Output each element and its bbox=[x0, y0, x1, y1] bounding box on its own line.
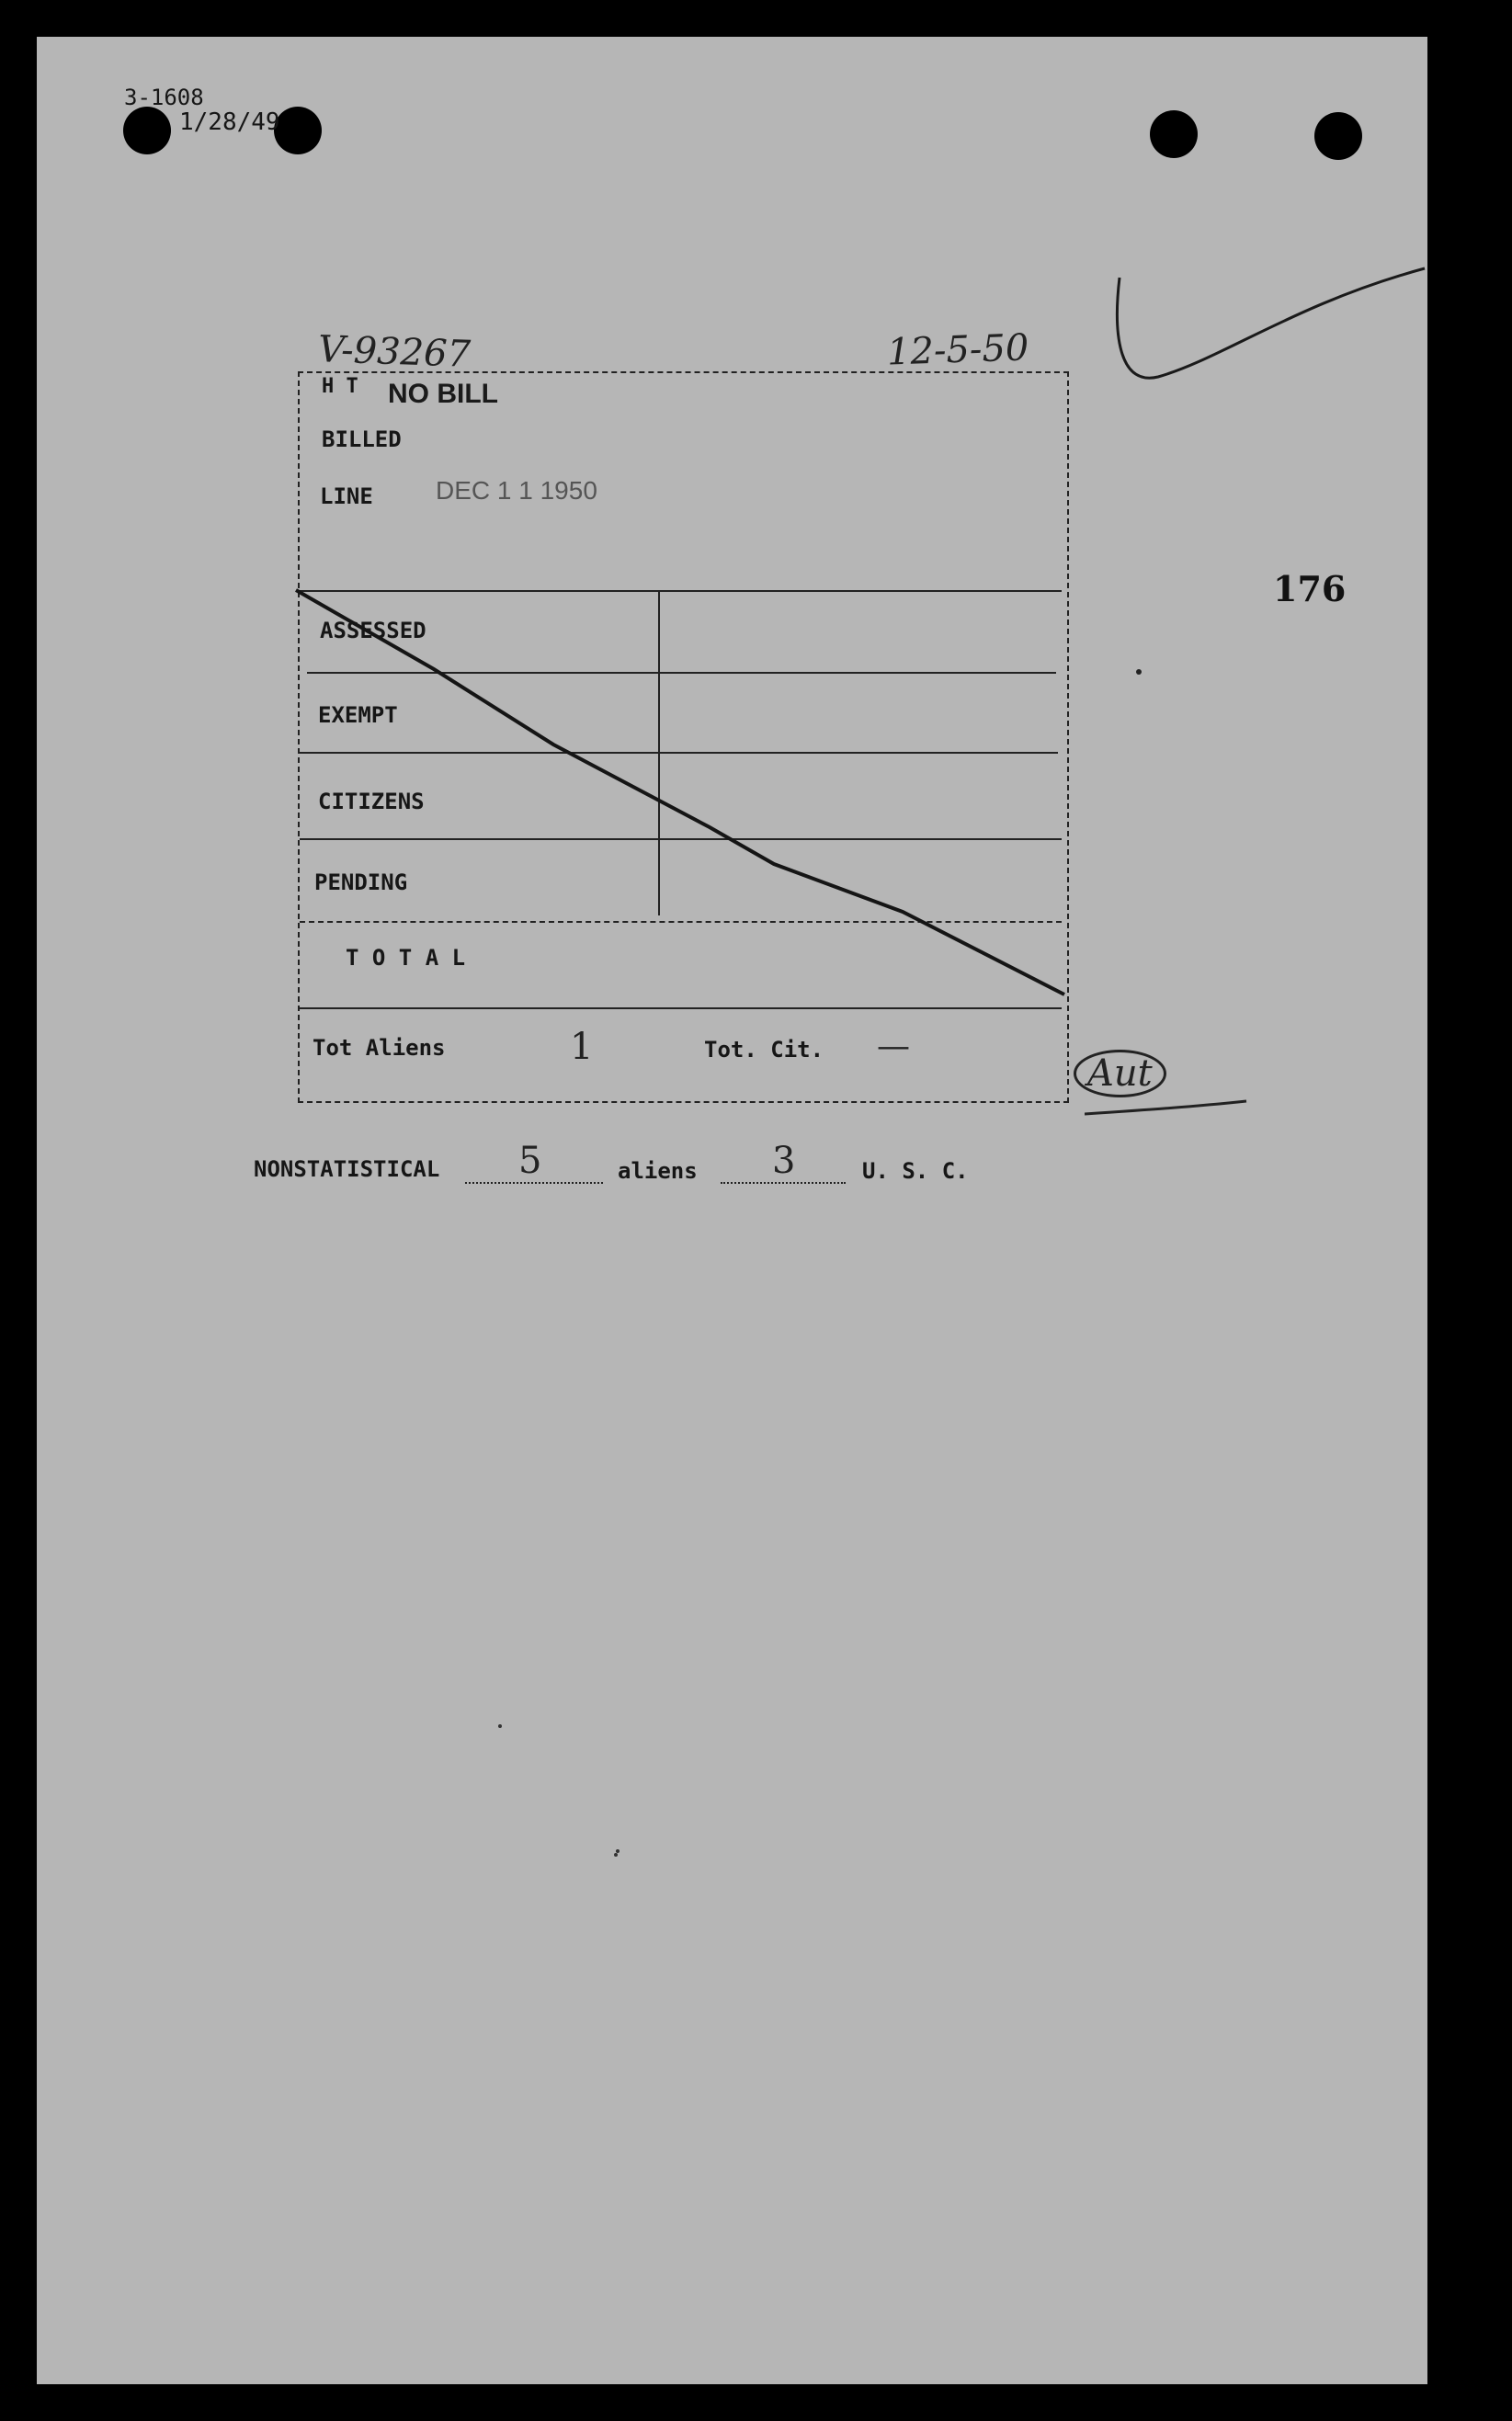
billed-label: BILLED bbox=[322, 426, 402, 452]
nonstatistical-label: NONSTATISTICAL bbox=[254, 1156, 440, 1182]
row-label-assessed: ASSESSED bbox=[320, 618, 426, 643]
punch-hole-right bbox=[1314, 112, 1362, 160]
checkmark-icon bbox=[1112, 230, 1429, 414]
nonstat-aliens-value: 5 bbox=[518, 1140, 542, 1182]
usc-label: U. S. C. bbox=[862, 1158, 969, 1184]
no-bill-stamp: NO BILL bbox=[388, 379, 498, 409]
tot-cit-value: — bbox=[877, 1028, 910, 1065]
tot-cit-label: Tot. Cit. bbox=[704, 1037, 824, 1063]
form-number: 3-1608 bbox=[124, 85, 204, 110]
rule-5 bbox=[300, 1007, 1062, 1009]
row-label-exempt: EXEMPT bbox=[318, 702, 398, 728]
speck bbox=[614, 1853, 618, 1857]
aliens-label: aliens bbox=[618, 1158, 698, 1184]
line-date-stamp: DEC 1 1 1950 bbox=[436, 476, 597, 505]
alien-statistics-form bbox=[298, 371, 1069, 1103]
tot-aliens-value: 1 bbox=[570, 1026, 594, 1068]
handwritten-initials: Aut bbox=[1074, 1050, 1166, 1097]
punch-hole-center-left bbox=[274, 107, 322, 154]
row-label-citizens: CITIZENS bbox=[318, 789, 425, 814]
row-label-pending: PENDING bbox=[314, 870, 408, 895]
page-number: 176 bbox=[1273, 568, 1347, 609]
document-page bbox=[37, 37, 1427, 2384]
handwritten-date: 12-5-50 bbox=[886, 326, 1030, 374]
cancellation-stroke bbox=[296, 590, 1068, 1004]
speck bbox=[1136, 669, 1142, 675]
nonstat-usc-blank bbox=[721, 1182, 846, 1184]
tot-aliens-label: Tot Aliens bbox=[313, 1035, 446, 1061]
form-date: 1/28/49 bbox=[179, 108, 280, 136]
punch-hole-center-right bbox=[1150, 110, 1198, 158]
line-label: LINE bbox=[320, 483, 373, 509]
ht-label: H T bbox=[322, 375, 358, 398]
total-label: T O T A L bbox=[346, 945, 466, 971]
nonstat-usc-value: 3 bbox=[772, 1140, 796, 1182]
punch-hole-left bbox=[123, 107, 171, 154]
initials-flourish bbox=[1085, 1094, 1250, 1121]
speck bbox=[498, 1724, 502, 1728]
nonstat-aliens-blank bbox=[465, 1182, 603, 1184]
handwritten-file-number: V-93267 bbox=[317, 328, 472, 376]
